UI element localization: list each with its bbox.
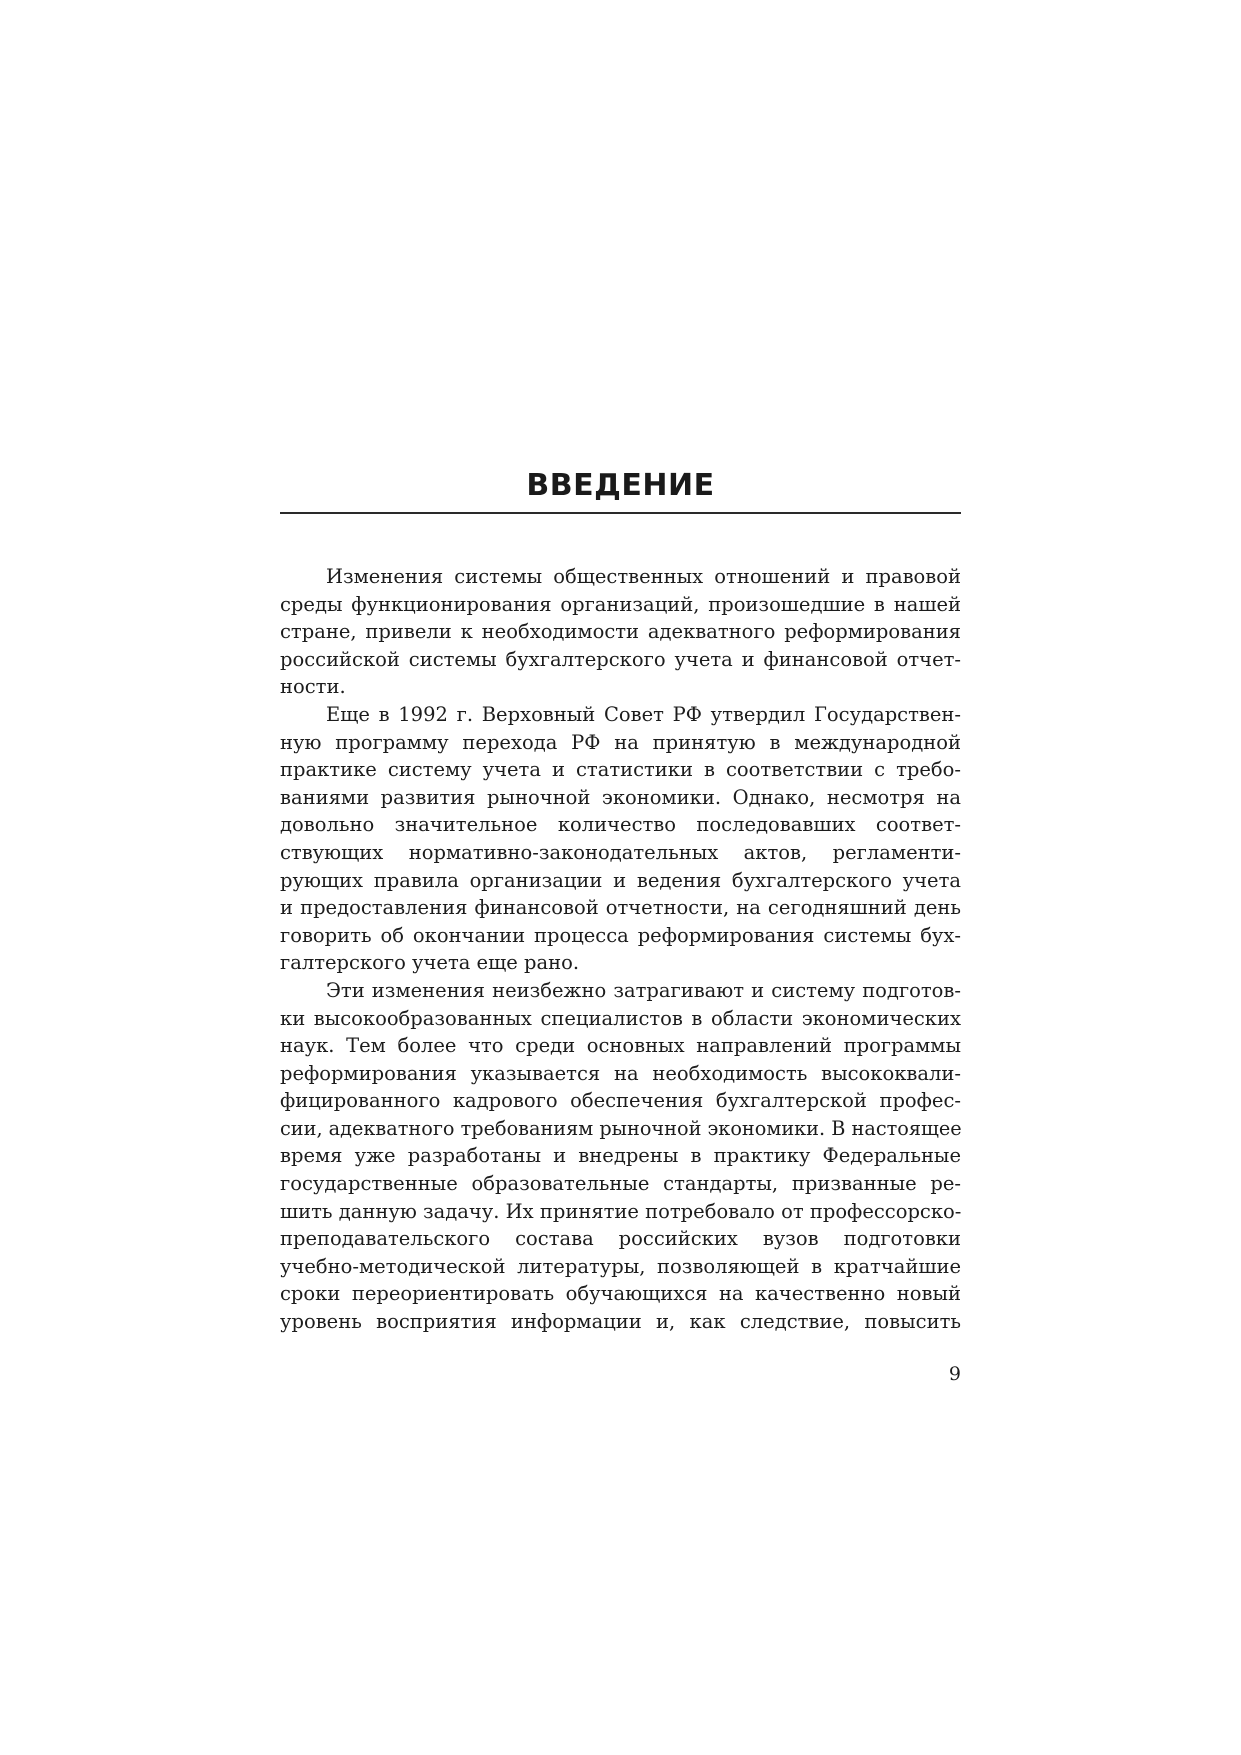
text-line: ности. bbox=[280, 675, 346, 699]
text-line: ную программу перехода РФ на принятую в международной bbox=[280, 730, 961, 754]
text-line: ваниями развития рыночной экономики. Однако, несмотря на bbox=[280, 785, 961, 809]
text-line: уровень восприятия информации и, как следствие, повысить bbox=[280, 1310, 961, 1334]
text-line: фицированного кадрового обеспечения бухгалтерской профес- bbox=[280, 1089, 961, 1113]
text-line: стране, привели к необходимости адекватного реформирования bbox=[280, 620, 961, 644]
text-line: Эти изменения неизбежно затрагивают и систему подготов- bbox=[326, 978, 961, 1002]
page-number: 9 bbox=[948, 1363, 961, 1385]
text-line: наук. Тем более что среди основных направлений программы bbox=[280, 1034, 961, 1058]
text-line: учебно-методической литературы, позволяющей в кратчайшие bbox=[280, 1254, 961, 1278]
text-line: время уже разработаны и внедрены в практику Федеральные bbox=[280, 1144, 961, 1168]
text-line: рующих правила организации и ведения бухгалтерского учета bbox=[280, 868, 961, 892]
chapter-heading: ВВЕДЕНИЕ bbox=[526, 468, 715, 503]
text-line: галтерского учета еще рано. bbox=[280, 951, 580, 975]
text-line: практике систему учета и статистики в соответствии с требо- bbox=[280, 758, 961, 782]
text-line: преподавательского состава российских вузов подготовки bbox=[280, 1227, 961, 1251]
text-line: ки высокообразованных специалистов в области экономических bbox=[280, 1006, 961, 1030]
text-line: реформирования указывается на необходимость высококвали- bbox=[280, 1061, 961, 1085]
text-line: среды функционирования организаций, произошедшие в нашей bbox=[280, 592, 961, 616]
text-line: ствующих нормативно-законодательных актов, регламенти- bbox=[280, 840, 961, 864]
text-line: шить данную задачу. Их принятие потребовало от профессорско- bbox=[280, 1199, 962, 1223]
text-line: сроки переориентировать обучающихся на качественно новый bbox=[280, 1282, 961, 1306]
text-line: Еще в 1992 г. Верховный Совет РФ утвердил Государствен- bbox=[326, 702, 961, 726]
text-line: довольно значительное количество последовавших соответ- bbox=[280, 813, 961, 837]
text-line: государственные образовательные стандарты, призванные ре- bbox=[280, 1172, 961, 1196]
text-line: говорить об окончании процесса реформирования системы бух- bbox=[280, 923, 961, 947]
text-line: сии, адекватного требованиям рыночной экономики. В настоящее bbox=[280, 1116, 962, 1140]
heading-rule bbox=[280, 512, 961, 514]
body-text bbox=[280, 563, 961, 1336]
text-line: российской системы бухгалтерского учета и финансовой отчет- bbox=[280, 647, 961, 671]
text-line: и предоставления финансовой отчетности, на сегодняшний день bbox=[280, 896, 961, 920]
text-line: Изменения системы общественных отношений и правовой bbox=[326, 565, 961, 588]
